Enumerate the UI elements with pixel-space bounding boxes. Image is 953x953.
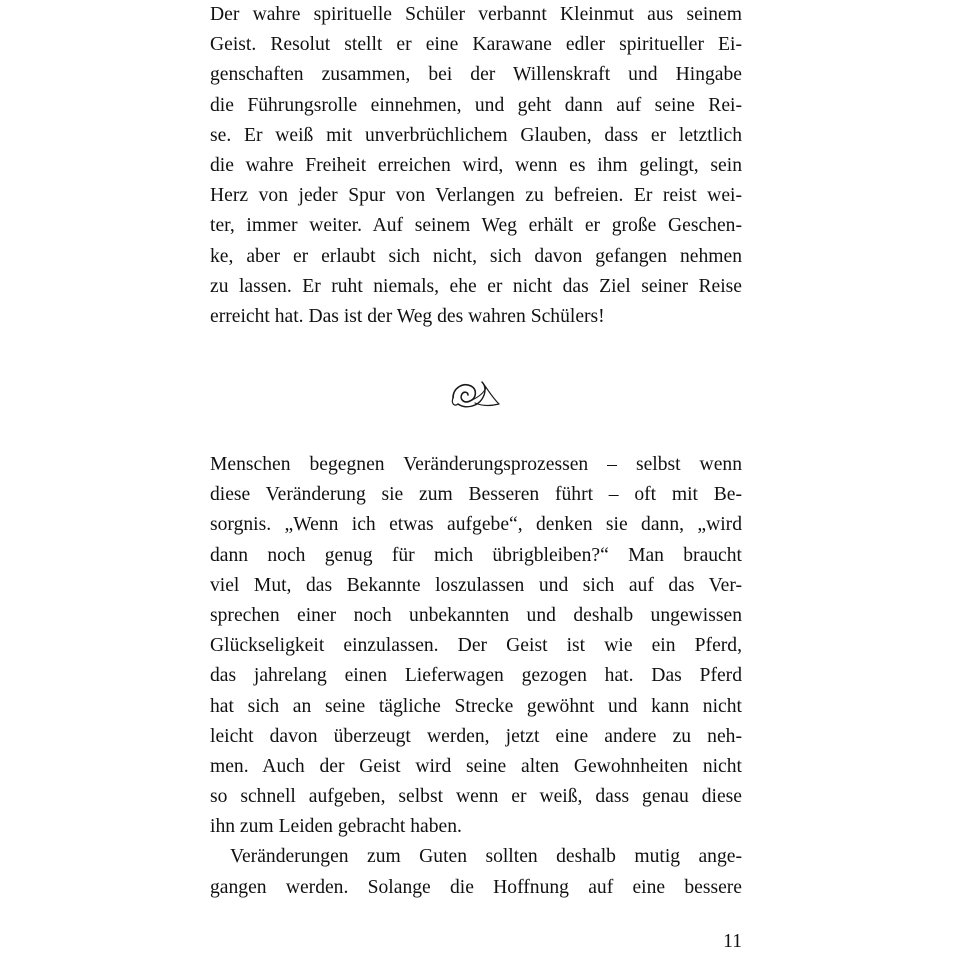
text-line: das jahrelang einen Lieferwagen gezogen hat. Das Pferd [210, 665, 742, 687]
text-line: erreicht hat. Das ist der Weg des wahren Schülers! [210, 305, 605, 327]
text-line: Geist. Resolut stellt er eine Karawane edler spiritueller Ei- [210, 34, 742, 56]
text-line: Veränderungen zum Guten sollten deshalb mutig ange- [230, 846, 742, 868]
text-line: so schnell aufgeben, selbst wenn er weiß, dass genau diese [210, 786, 742, 808]
text-line: viel Mut, das Bekannte loszulassen und sich auf das Ver- [210, 574, 742, 596]
text-line: die wahre Freiheit erreichen wird, wenn es ihm gelingt, sein [210, 154, 742, 176]
text-line: se. Er weiß mit unverbrüchlichem Glauben, dass er letztlich [210, 124, 742, 146]
text-line: sorgnis. „Wenn ich etwas aufgebe“, denken sie dann, „wird [210, 514, 742, 536]
text-line: sprechen einer noch unbekannten und deshalb ungewissen [210, 604, 742, 626]
text-line: dann noch genug für mich übrigbleiben?“ Man braucht [210, 544, 742, 566]
text-line: genschaften zusammen, bei der Willenskraft und Hingabe [210, 64, 742, 86]
text-line: zu lassen. Er ruht niemals, ehe er nicht das Ziel seiner Reise [210, 275, 742, 297]
page-number: 11 [723, 931, 742, 952]
flourish-ornament-icon [449, 376, 503, 416]
text-line: gangen werden. Solange die Hoffnung auf eine bessere [210, 876, 742, 898]
paragraph-spiritual-student [210, 0, 742, 332]
text-line: die Führungsrolle einnehmen, und geht dann auf seine Rei- [210, 94, 742, 116]
text-line: ihn zum Leiden gebracht haben. [210, 816, 462, 838]
text-line: men. Auch der Geist wird seine alten Gewohnheiten nicht [210, 755, 742, 777]
text-line: leicht davon überzeugt werden, jetzt eine andere zu neh- [210, 725, 742, 747]
paragraph-change-processes [210, 450, 742, 903]
text-line: Herz von jeder Spur von Verlangen zu befreien. Er reist wei- [210, 185, 742, 207]
text-line: ke, aber er erlaubt sich nicht, sich davon gefangen nehmen [210, 245, 742, 267]
text-line: Menschen begegnen Veränderungsprozessen – selbst wenn [210, 454, 742, 475]
text-line: ter, immer weiter. Auf seinem Weg erhält er große Geschen- [210, 215, 742, 237]
text-line: diese Veränderung sie zum Besseren führt – oft mit Be- [210, 484, 742, 506]
text-line: Glückseligkeit einzulassen. Der Geist ist wie ein Pferd, [210, 635, 742, 657]
text-line: Der wahre spirituelle Schüler verbannt Kleinmut aus seinem [210, 4, 742, 25]
text-line: hat sich an seine tägliche Strecke gewöhnt und kann nicht [210, 695, 742, 717]
